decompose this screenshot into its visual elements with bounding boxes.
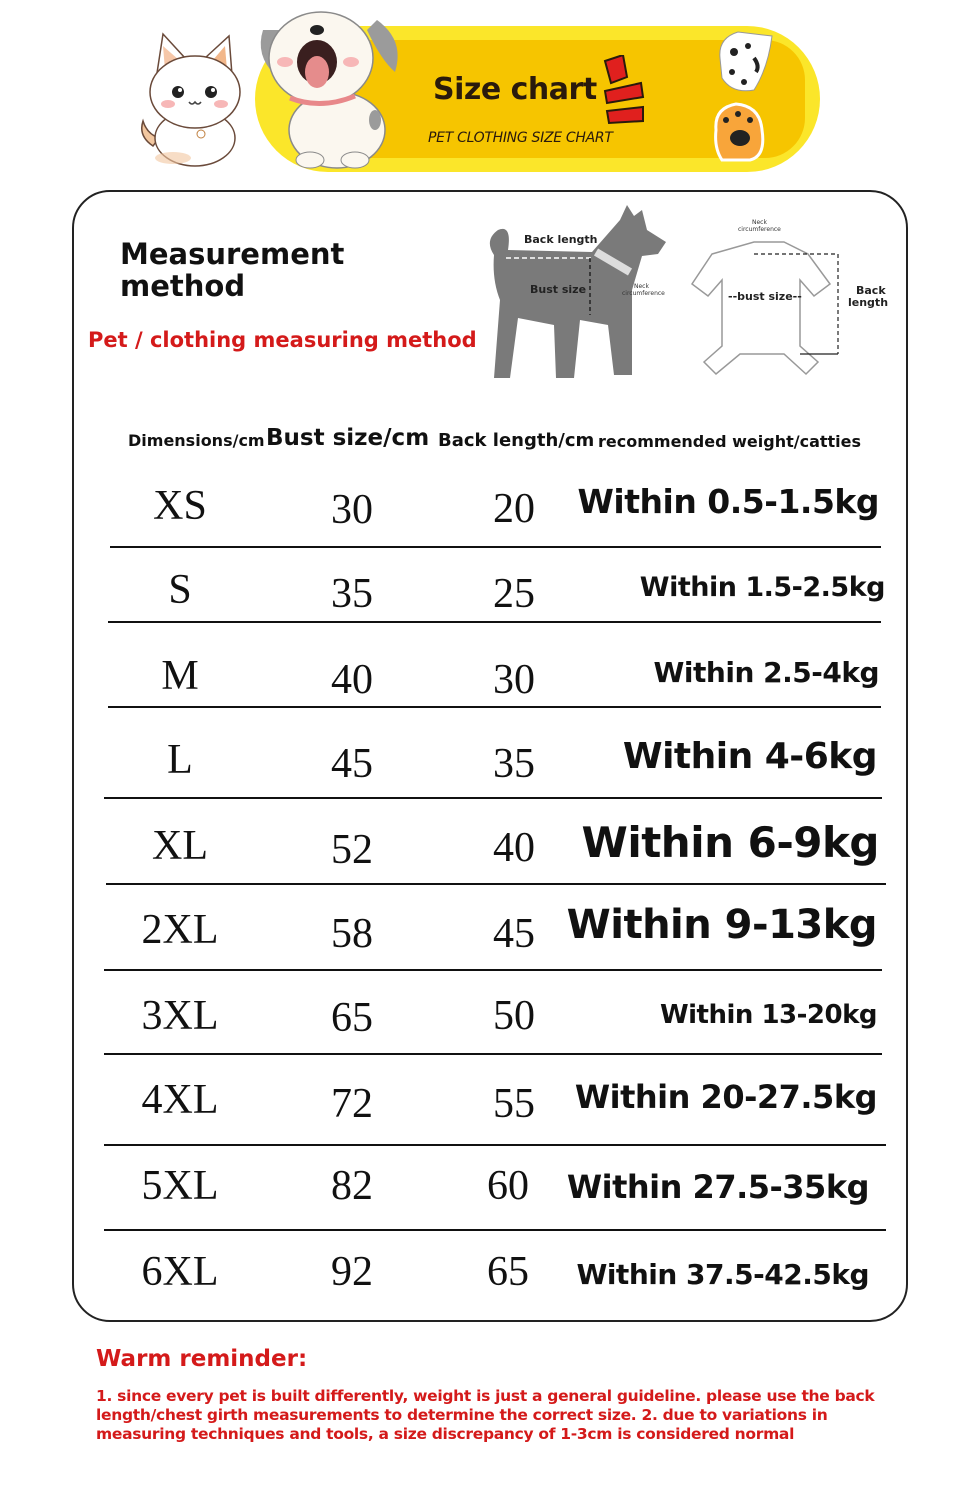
svg-text:Bust size: Bust size: [530, 283, 587, 296]
row-divider: [108, 706, 881, 708]
size-cell: XL: [152, 823, 208, 869]
weight-cell: Within 2.5-4kg: [653, 656, 879, 689]
back-cell: 45: [493, 911, 535, 957]
size-cell: L: [167, 737, 193, 783]
size-cell: 2XL: [141, 907, 219, 953]
weight-cell: Within 6-9kg: [581, 818, 879, 867]
svg-text:length: length: [848, 296, 889, 309]
header-bust-size: Bust size/cm: [266, 425, 430, 451]
back-cell: 60: [487, 1163, 529, 1209]
bust-cell: 30: [331, 487, 373, 533]
weight-cell: Within 20-27.5kg: [574, 1078, 877, 1116]
size-cell: 6XL: [141, 1249, 219, 1295]
header-dimensions: Dimensions/cm: [128, 431, 265, 450]
row-divider: [108, 621, 881, 623]
row-divider: [104, 969, 882, 971]
bust-cell: 40: [331, 657, 373, 703]
weight-cell: Within 4-6kg: [622, 736, 877, 777]
cat-illustration-icon: [133, 26, 258, 168]
bust-cell: 65: [331, 995, 373, 1041]
weight-cell: Within 13-20kg: [659, 1000, 877, 1030]
weight-cell: Within 9-13kg: [566, 902, 877, 948]
back-cell: 35: [493, 741, 535, 787]
row-divider: [110, 546, 881, 548]
clothing-measurement-diagram-icon: [680, 214, 895, 384]
back-cell: 40: [493, 825, 535, 871]
weight-cell: Within 37.5-42.5kg: [576, 1258, 869, 1291]
svg-text:Back: Back: [856, 284, 886, 297]
size-cell: 3XL: [141, 993, 219, 1039]
back-cell: 50: [493, 993, 535, 1039]
svg-text:circumference: circumference: [622, 290, 665, 297]
bust-cell: 82: [331, 1163, 373, 1209]
svg-text:circumference: circumference: [738, 226, 781, 233]
svg-text:Neck: Neck: [752, 219, 767, 226]
row-divider: [104, 1144, 886, 1146]
exclamation-marks-icon: [597, 55, 649, 125]
size-cell: XS: [153, 483, 207, 529]
row-divider: [104, 797, 882, 799]
bust-cell: 58: [331, 911, 373, 957]
row-divider: [106, 883, 886, 885]
orange-paw-icon: [710, 100, 768, 162]
warm-reminder-body: 1. since every pet is built differently, weight is just a general guideline. please use the back length/chest girth measurements to determine the correct size. 2. due to variations in measuring techniques and tools, a size discrepancy of 1-3cm is considered normal: [96, 1387, 875, 1443]
weight-cell: Within 1.5-2.5kg: [639, 572, 885, 603]
dog-measurement-diagram-icon: [482, 200, 672, 385]
banner-title: Size chart: [433, 72, 597, 107]
row-divider: [104, 1229, 886, 1231]
banner-subtitle: PET CLOTHING SIZE CHART: [428, 130, 613, 146]
size-cell: 5XL: [141, 1163, 219, 1209]
bust-cell: 72: [331, 1081, 373, 1127]
dog-illustration-icon: [255, 0, 405, 170]
back-cell: 55: [493, 1081, 535, 1127]
size-cell: S: [168, 567, 192, 613]
back-cell: 65: [487, 1249, 529, 1295]
back-cell: 20: [493, 486, 535, 532]
header-recommended-weight: recommended weight/catties: [598, 432, 862, 451]
bust-cell: 35: [331, 571, 373, 617]
svg-text:--bust size--: --bust size--: [728, 290, 802, 303]
weight-cell: Within 0.5-1.5kg: [577, 482, 879, 521]
row-divider: [104, 1053, 882, 1055]
back-cell: 30: [493, 657, 535, 703]
measurement-method-title: Measurement method: [120, 237, 345, 303]
bust-cell: 92: [331, 1249, 373, 1295]
dog-back-length-label: Back length: [524, 233, 598, 246]
bust-cell: 45: [331, 741, 373, 787]
spotted-paw-icon: [712, 28, 776, 100]
size-cell: M: [161, 653, 199, 699]
header-back-length: Back length/cm: [438, 430, 595, 451]
warm-reminder-title: Warm reminder:: [96, 1346, 308, 1372]
measurement-method-subtitle: Pet / clothing measuring method: [88, 328, 477, 352]
bust-cell: 52: [331, 827, 373, 873]
back-cell: 25: [493, 571, 535, 617]
size-cell: 4XL: [141, 1077, 219, 1123]
weight-cell: Within 27.5-35kg: [566, 1168, 869, 1206]
svg-text:Neck: Neck: [634, 283, 649, 290]
